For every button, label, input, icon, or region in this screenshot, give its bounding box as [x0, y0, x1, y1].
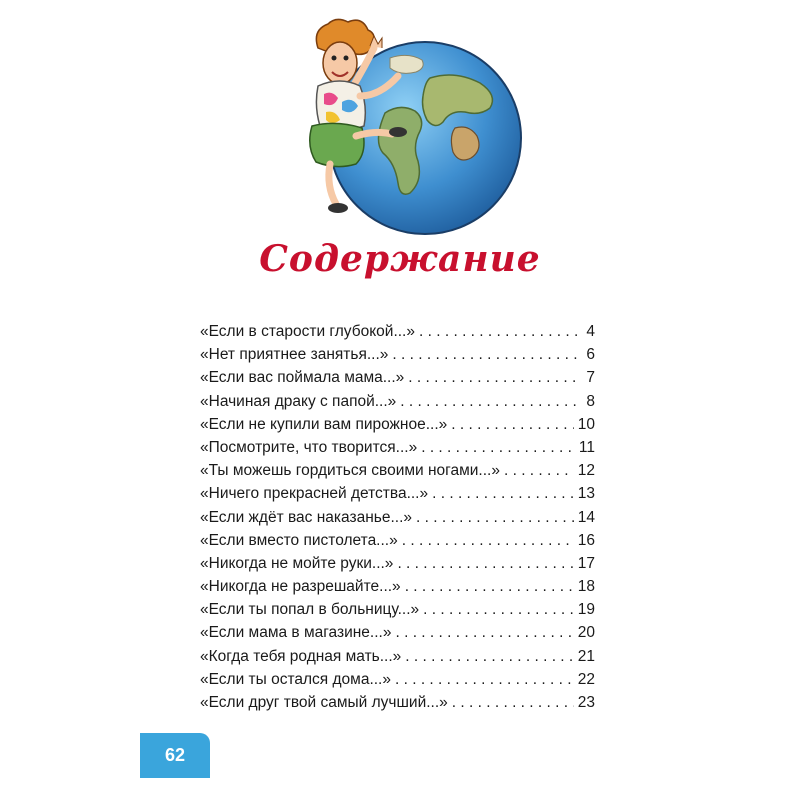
toc-entry-title: «Никогда не разрешайте...»: [200, 578, 401, 596]
toc-entry-page: 7: [586, 369, 595, 387]
toc-entry: [200, 462, 595, 485]
toc-entry-page: 13: [577, 485, 595, 503]
toc-entry-title: «Если мама в магазине...»: [200, 624, 392, 642]
toc-entry-title: «Если не купили вам пирожное...»: [200, 415, 448, 433]
toc-entry-title: «Если в старости глубокой...»: [200, 323, 415, 340]
dot-leader: [423, 601, 574, 619]
toc-entry: [200, 509, 595, 532]
toc-entry-title: «Посмотрите, что творится...»: [200, 438, 418, 456]
dot-leader: [395, 671, 574, 689]
toc-entry: [200, 671, 595, 694]
toc-entry: [200, 393, 595, 416]
toc-entry-title: «Если вместо пистолета...»: [200, 531, 398, 549]
toc-entry: [200, 578, 595, 601]
page-title: Содержание: [259, 238, 541, 280]
dot-leader: [504, 462, 574, 480]
toc-entry: [200, 648, 595, 671]
toc-entry-title: «Если друг твой самый лучший...»: [200, 694, 448, 711]
dot-leader: [452, 694, 574, 712]
toc-entry-page: 12: [577, 462, 595, 480]
toc-entry-title: «Если ты остался дома...»: [200, 670, 391, 688]
toc-entry-page: 20: [577, 624, 595, 642]
toc-entry-title: «Если ждёт вас наказанье...»: [200, 508, 412, 526]
dot-leader: [408, 369, 579, 387]
toc-entry-title: «Когда тебя родная мать...»: [200, 647, 402, 665]
toc-entry: [200, 601, 595, 624]
page-number-badge: 62: [140, 733, 210, 778]
toc-entry: [200, 694, 595, 717]
toc-entry-page: 19: [577, 601, 595, 619]
toc-entry: [200, 532, 595, 555]
toc-entry: [200, 416, 595, 439]
toc-entry: [200, 323, 595, 346]
dot-leader: [402, 532, 574, 550]
toc-entry-title: «Если ты попал в больницу...»: [200, 601, 420, 619]
toc-entry-page: 21: [577, 647, 595, 665]
toc-entry-title: «Ты можешь гордиться своими ногами...»: [200, 462, 500, 480]
toc-entry-page: 6: [586, 346, 595, 364]
toc-entry-title: «Нет приятнее занятья...»: [200, 346, 389, 364]
toc-entry: [200, 485, 595, 508]
toc-entry-page: 14: [577, 508, 595, 526]
toc-entry-page: 10: [577, 415, 595, 433]
dot-leader: [416, 509, 574, 527]
boy-on-globe-illustration: [290, 18, 530, 238]
table-of-contents: [200, 323, 595, 717]
toc-entry-title: «Ничего прекрасней детства...»: [200, 485, 429, 503]
dot-leader: [419, 323, 579, 341]
toc-entry: [200, 346, 595, 369]
dot-leader: [421, 439, 575, 457]
dot-leader: [392, 346, 579, 364]
toc-entry: [200, 369, 595, 392]
toc-entry-page: 22: [577, 670, 595, 688]
toc-entry: [200, 439, 595, 462]
toc-entry-page: 4: [586, 323, 595, 340]
toc-entry-title: «Никогда не мойте руки...»: [200, 554, 394, 572]
toc-entry-page: 11: [578, 438, 595, 456]
toc-entry: [200, 555, 595, 578]
toc-entry-page: 17: [577, 554, 595, 572]
dot-leader: [400, 393, 579, 411]
toc-entry-title: «Если вас поймала мама...»: [200, 369, 405, 387]
toc-entry-page: 8: [586, 392, 595, 410]
dot-leader: [405, 578, 574, 596]
toc-entry: [200, 624, 595, 647]
toc-entry-page: 18: [577, 578, 595, 596]
toc-entry-page: 16: [577, 531, 595, 549]
dot-leader: [395, 624, 573, 642]
dot-leader: [451, 416, 573, 434]
toc-entry-title: «Начиная драку с папой...»: [200, 392, 397, 410]
toc-entry-page: 23: [577, 694, 595, 711]
dot-leader: [397, 555, 573, 573]
dot-leader: [405, 648, 573, 666]
dot-leader: [432, 485, 574, 503]
